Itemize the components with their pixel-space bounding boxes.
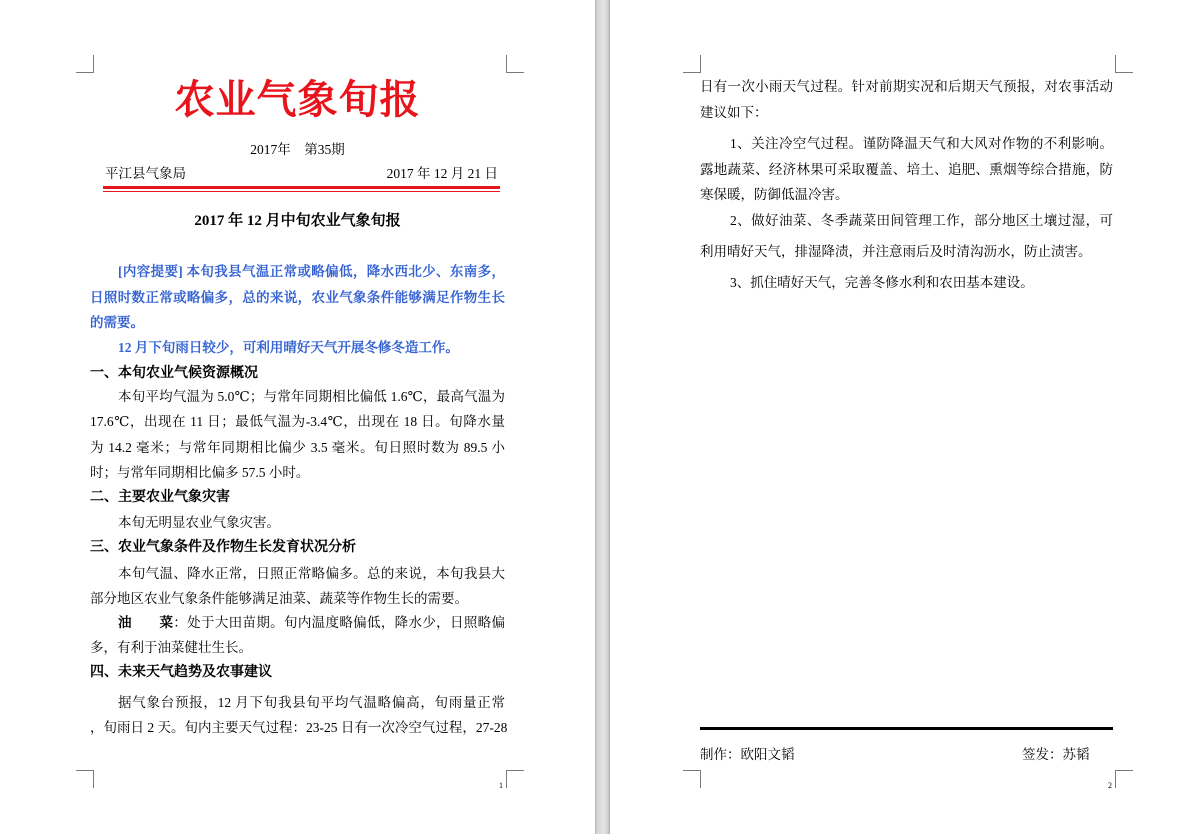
section-heading: 四、未来天气趋势及农事建议 [90,665,272,680]
footer-rule [700,727,1113,730]
issue-date: 2017 年 12 月 21 日 [386,166,498,181]
recommendation-line: 1、关注冷空气过程。谨防降温天气和大风对作物的不利影响。 [730,136,1113,151]
masthead-rule-thin [103,191,500,192]
recommendation-line: 露地蔬菜、经济林果可采取覆盖、培土、追肥、熏烟等综合措施，防 [700,162,1113,177]
prepared-by: 制作：欧阳文韬 [700,747,795,762]
summary-line: 日照时数正常或略偏多，总的来说，农业气象条件能够满足作物生长 [90,290,505,305]
issuing-organization: 平江县气象局 [105,166,186,181]
margin-corner-mark [683,55,701,73]
body-line: 时；与常年同期相比偏多 57.5 小时。 [90,465,310,480]
body-line: 据气象台预报，12 月下旬我县旬平均气温略偏高，旬雨量正常 [118,695,505,710]
masthead-title: 农业气象旬报 [174,76,421,123]
page-gap [595,0,610,834]
approved-by: 签发：苏韬 [1022,747,1090,762]
body-line: 17.6℃，出现在 11 日；最低气温为-3.4℃，出现在 18 日。旬降水量 [90,414,505,429]
margin-corner-mark [1115,55,1133,73]
section-heading: 二、主要农业气象灾害 [90,490,230,505]
section-heading: 一、本旬农业气候资源概况 [90,366,258,381]
masthead-rule-thick [103,186,500,189]
section-heading: 三、农业气象条件及作物生长发育状况分析 [90,540,356,555]
body-line: 本旬无明显农业气象灾害。 [118,515,280,530]
body-line: 建议如下： [700,105,768,120]
crop-status-text: ：处于大田苗期。旬内温度略偏低，降水少，日照略偏 [173,615,506,630]
recommendation-line: 利用晴好天气，排湿降渍，并注意雨后及时清沟沥水，防止渍害。 [700,244,1092,259]
report-title: 2017 年 12 月中旬农业气象旬报 [194,213,401,229]
body-line: 部分地区农业气象条件能够满足油菜、蔬菜等作物生长的需要。 [90,591,468,606]
body-line: 多，有利于油菜健壮生长。 [90,640,252,655]
margin-corner-mark [76,55,94,73]
crop-status-line [118,614,505,632]
document-page-1[interactable] [0,0,595,834]
advice-line: 12 月下旬雨日较少，可利用晴好天气开展冬修冬造工作。 [118,340,459,355]
body-line: 日有一次小雨天气过程。针对前期实况和后期天气预报，对农事活动 [700,79,1113,94]
margin-corner-mark [683,770,701,788]
margin-corner-mark [1115,770,1133,788]
summary-line: [内容提要] 本旬我县气温正常或略偏低，降水西北少、东南多， [118,264,505,279]
recommendation-line: 3、抓住晴好天气，完善冬修水利和农田基本建设。 [730,275,1034,290]
body-line: 本旬平均气温为 5.0℃；与常年同期相比偏低 1.6℃，最高气温为 [118,389,505,404]
recommendation-line: 2、做好油菜、冬季蔬菜田间管理工作，部分地区土壤过湿，可 [730,213,1113,228]
page-number: 1 [499,781,503,790]
margin-corner-mark [506,55,524,73]
issue-number: 2017年 第35期 [250,142,345,157]
recommendation-line: 寒保暖，防御低温冷害。 [700,187,849,202]
body-line: 本旬气温、降水正常，日照正常略偏多。总的来说，本旬我县大 [118,566,505,581]
summary-line: 的需要。 [90,315,144,330]
body-line: ，旬雨日 2 天。旬内主要天气过程：23-25 日有一次冷空气过程，27-28 [90,720,508,735]
page-number: 2 [1108,781,1112,790]
margin-corner-mark [76,770,94,788]
margin-corner-mark [506,770,524,788]
body-line: 为 14.2 毫米；与常年同期相比偏少 3.5 毫米。旬日照时数为 89.5 小 [90,440,505,455]
crop-label: 油 菜 [118,615,174,630]
document-page-2[interactable] [610,0,1203,834]
